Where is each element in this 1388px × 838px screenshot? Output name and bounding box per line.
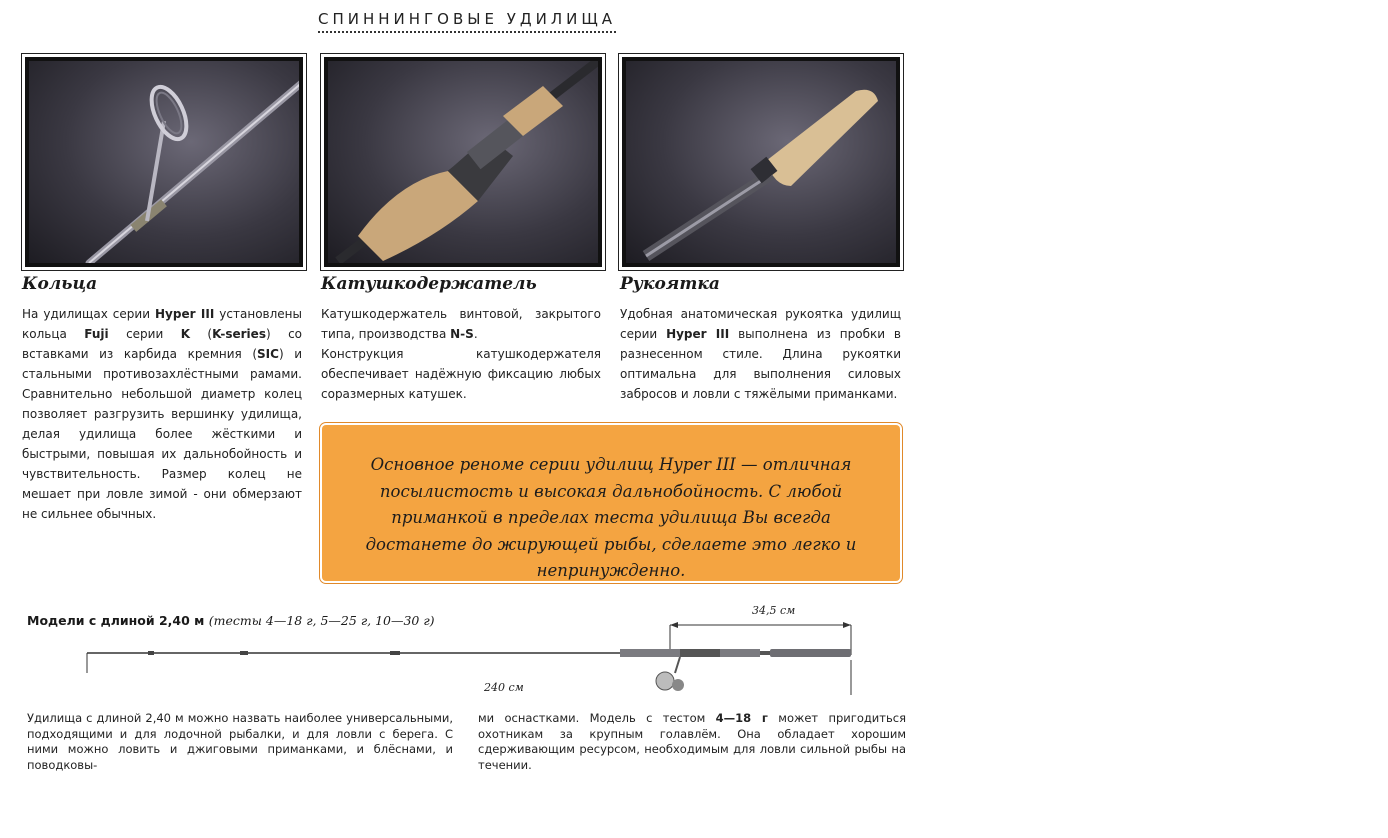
rod-guide	[240, 651, 248, 655]
total-length-label: 240 см	[484, 681, 524, 694]
bottom-text-right: ми оснастками. Модель с тестом 4—18 г может пригодиться охотникам за крупным голавлём. Она обладает хорошим сдерживающим ресурсом, необходимым для ловли сильной рыбы на течении.	[478, 711, 906, 772]
reel-seat-illustration	[328, 61, 598, 263]
reel-body	[672, 679, 684, 691]
section-text-rings: На удилищах серии Hyper III установлены кольца Fuji серии K (K-series) со вставками из карбида кремния (SIC) и стальными противозахлёстными рамами. Сравнительно небольшой диаметр колец позволяет разгрузить вершинку удилища, делая удилища более жёсткими и быстрыми, повышая их дальнобойность и чувствительность. Размер колец не мешает при ловле зимой - они обмерзают не сильнее обычных.	[22, 307, 303, 521]
bottom-text-left: Удилища с длиной 2,40 м можно назвать наиболее универсальными, подходящими и для лодочной рыбалки, и для ловли с берега. С ними можно ловить и джиговыми приманками, и блёснами, и поводковы-	[27, 711, 453, 772]
section-title-rings: Кольца	[22, 274, 98, 294]
reel-spool	[656, 672, 674, 690]
handle-illustration	[626, 61, 896, 263]
rear-grip	[770, 649, 851, 657]
fore-grip	[620, 649, 680, 657]
quote-box	[322, 425, 900, 581]
arrow-left	[670, 622, 678, 628]
rod-guide-illustration	[29, 61, 299, 263]
handle-length-label: 34,5 см	[752, 604, 796, 617]
section-text-handle: Удобная анатомическая рукоятка удилищ серии Hyper III выполнена из пробки в разнесенном стиле. Длина рукоятки оптимальна для выполнения силовых забросов и ловли с тяжёлыми приманками.	[620, 307, 901, 401]
section-text-reel-seat: Катушкодержатель винтовой, закрытого типа, производства N-S. Конструкция катушкодержателя обеспечивает надёжную фиксацию любых соразмерных катушек.	[321, 307, 601, 401]
model-length: Модели с длиной 2,40 м	[27, 613, 205, 628]
photo-rings	[25, 57, 303, 267]
arrow-right	[843, 622, 851, 628]
rod-guide	[148, 651, 154, 655]
section-title-handle: Рукоятка	[620, 274, 720, 294]
photo-reel-seat	[324, 57, 602, 267]
mid-grip	[720, 649, 760, 657]
model-tests: (тесты 4—18 г, 5—25 г, 10—30 г)	[208, 613, 435, 628]
reel-foot	[675, 657, 680, 673]
rod-guide	[390, 651, 400, 655]
section-title-reel-seat: Катушкодержатель	[321, 274, 537, 294]
reel-seat	[680, 649, 720, 657]
butt-link	[760, 651, 770, 655]
photo-handle	[622, 57, 900, 267]
quote-text: Основное реноме серии удилищ Hyper III — отличная посылистость и высокая дальнобойность. С любой приманкой в пределах теста удилища Вы всегда достанете до жирующей рыбы, сделаете это легко и непринужденно.	[365, 455, 857, 580]
page-header: СПИННИНГОВЫЕ УДИЛИЩА	[318, 10, 616, 33]
